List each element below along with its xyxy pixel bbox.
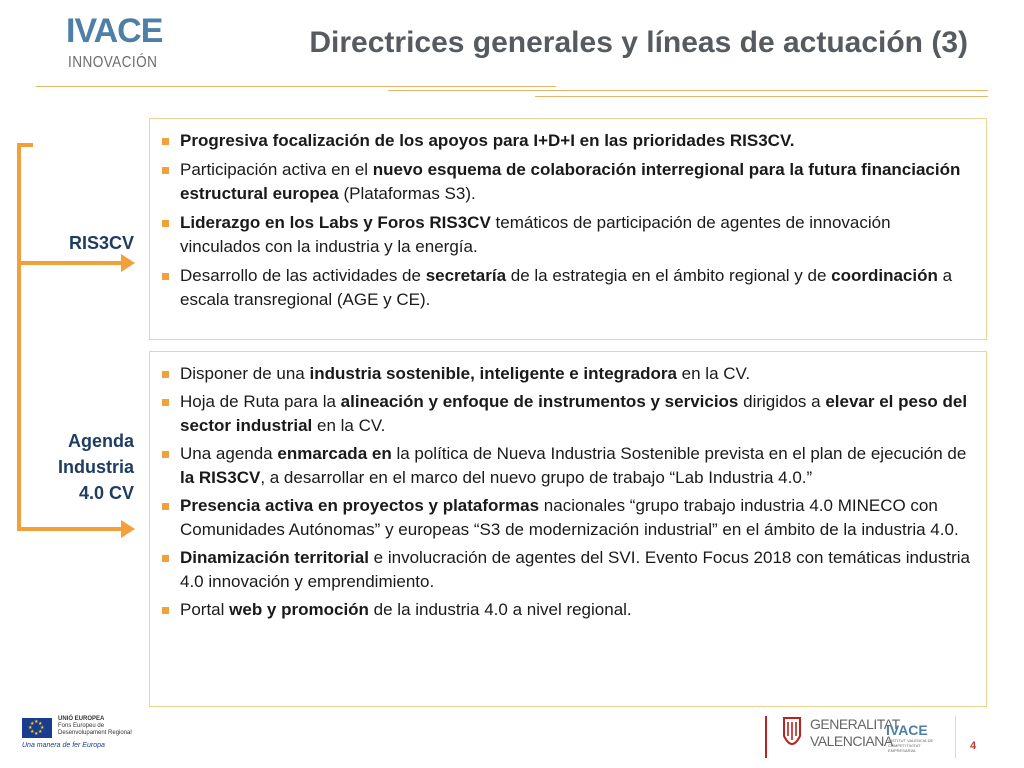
logo-brand: IVACE [66,12,163,50]
bullet-text: Disponer de una [180,364,310,383]
list-item [150,442,986,490]
list-item [150,494,986,542]
gen-line1: GENERALITAT [810,716,900,732]
ivace-footer-subtitle: INSTITUT VALENCIÀ DE COMPETITIVITAT EMPRESARIAL [888,738,934,753]
bullet-text: Hoja de Ruta para la [180,392,341,411]
page-title: Directrices generales y líneas de actuación (3) [309,26,968,59]
list-item [150,264,986,312]
ris3cv-box [149,118,987,340]
list-item [150,158,986,206]
page-number: 4 [970,740,977,752]
square-bullet-icon [162,451,169,458]
bullet-text: (Plataformas S3). [338,184,476,203]
logo-subtitle: INNOVACIÓN [68,54,158,71]
square-bullet-icon [162,607,169,614]
list-item [150,129,986,153]
footer-separator [955,716,956,758]
bullet-bold-text: elevar el peso del sector industrial [180,392,968,435]
bullet-bold-text: la RIS3CV [180,468,261,487]
eu-slogan: Una manera de fer Europa [22,742,105,749]
bullet-text: de la estrategia en el ámbito regional y de [506,266,832,285]
agenda-bullet-list [150,362,986,622]
label-agenda-line1: Agenda [67,431,134,451]
bullet-text: dirigidos a [738,392,826,411]
ivace-innovacion-logo [66,10,186,70]
connector-top-cap [17,143,33,147]
label-agenda-industria [58,428,134,506]
bullet-text: , a desarrollar en el marco del nuevo grupo de trabajo “Lab Industria 4.0.” [260,468,813,487]
header-divider [36,86,556,87]
bullet-text: la política de Nueva Industria Sostenible prevista en el plan de ejecución de [391,444,967,463]
bullet-bold-text: secretaría [425,266,507,285]
square-bullet-icon [162,555,169,562]
label-ris3cv-text: RIS3CV [68,233,134,253]
square-bullet-icon [162,138,169,145]
bullet-bold-text: alineación y enfoque de instrumentos y servicios [340,392,739,411]
bullet-bold-text: Presencia activa en proyectos y plataformas [180,496,540,515]
bullet-text: de la industria 4.0 a nivel regional. [368,600,632,619]
eu-flag-icon: ★ ★ ★ ★ ★ ★ ★ ★ [22,718,52,738]
bullet-text: en la CV. [312,416,386,435]
list-item [150,390,986,438]
label-agenda-line3: 4.0 CV [78,483,134,503]
square-bullet-icon [162,220,169,227]
bullet-bold-text: Progresiva focalización de los apoyos para I+D+I en las prioridades RIS3CV. [180,131,795,150]
bullet-text: en la CV. [676,364,751,383]
bullet-text: a escala transregional (AGE y CE). [180,266,953,309]
square-bullet-icon [162,503,169,510]
bullet-bold-text: enmarcada en [277,444,392,463]
connector-branch-agenda [17,527,123,531]
footer-separator [765,716,767,758]
bullet-bold-text: coordinación [831,266,938,285]
eu-title: UNIÓ EUROPEA [58,716,105,722]
eu-line2: Fons Europeu de [58,723,105,729]
bullet-bold-text: web y promoción [229,600,369,619]
bullet-bold-text: nuevo esquema de colaboración interregional para la futura financiación estructural europea [180,160,961,203]
square-bullet-icon [162,371,169,378]
bullet-bold-text: Liderazgo en los Labs y Foros RIS3CV [180,213,491,232]
bullet-text: nacionales “grupo trabajo industria 4.0 MINECO con Comunidades Autónomas” y europeas “S3 de modernización industrial” en el ámbito de la industria 4.0. [180,496,959,539]
bullet-bold-text: industria sostenible, inteligente e integradora [309,364,677,383]
header-divider [535,96,988,97]
eu-line3: Desenvolupament Regional [58,730,132,736]
bullet-text: e involucración de agentes del SVI. Evento Focus 2018 con temáticas industria 4.0 innovación y emprendimiento. [180,548,970,591]
label-ris3cv [69,230,134,256]
eu-fund-text [58,716,132,737]
agenda-industria-box [149,351,987,707]
square-bullet-icon [162,273,169,280]
bullet-text: Portal [180,600,230,619]
bullet-text: Participación activa en el [180,160,373,179]
bullet-text: temáticos de participación de agentes de innovación vinculados con la industria y la energía. [180,213,891,256]
list-item [150,598,986,622]
connector-branch-ris3cv [17,261,123,265]
ris3cv-bullet-list [150,129,986,312]
header-divider [388,90,988,91]
ivace-footer-logo: IVACE [886,722,928,738]
gen-line2: VALENCIANA [810,733,893,749]
bullet-text: Una agenda [180,444,278,463]
connector-vertical-line [17,143,21,529]
arrow-right-icon [121,520,135,538]
list-item [150,546,986,594]
arrow-right-icon [121,254,135,272]
list-item [150,211,986,259]
generalitat-crest-icon [780,716,804,754]
square-bullet-icon [162,167,169,174]
label-agenda-line2: Industria [57,457,134,477]
bullet-text: Desarrollo de las actividades de [180,266,426,285]
list-item [150,362,986,386]
bullet-bold-text: Dinamización territorial [180,548,369,567]
square-bullet-icon [162,399,169,406]
